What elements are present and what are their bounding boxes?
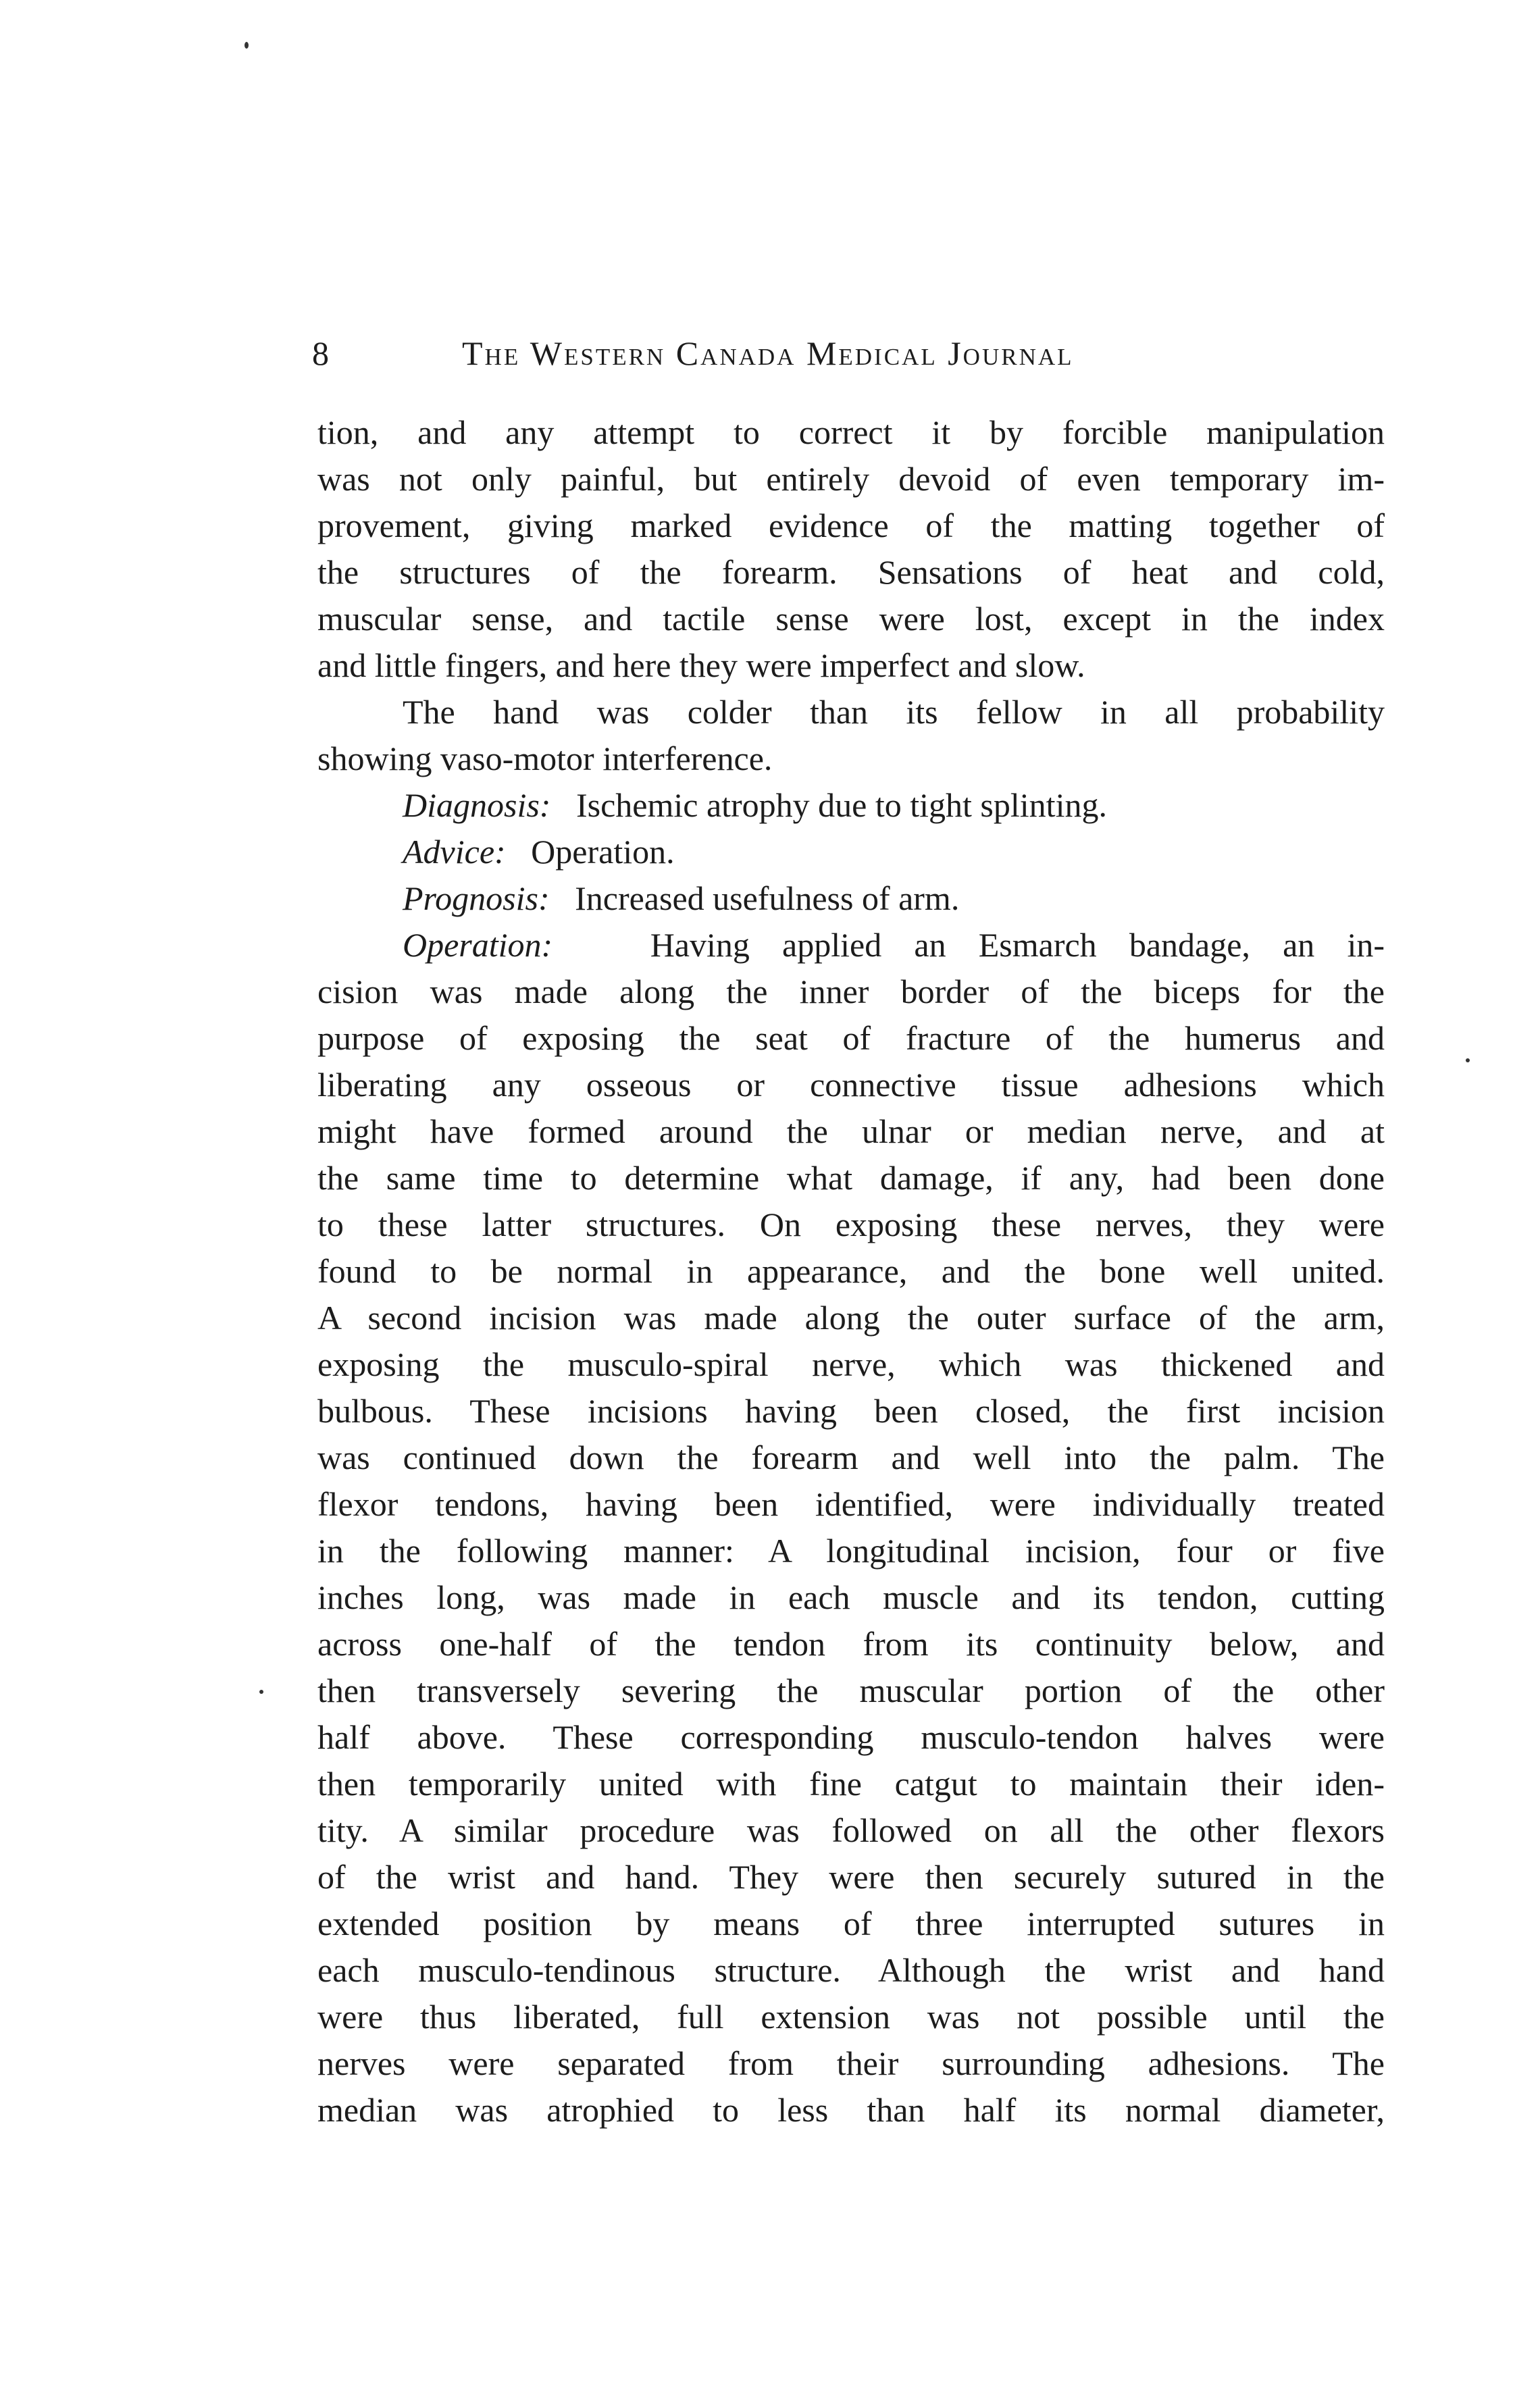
ink-speck-top <box>245 42 249 49</box>
text-line: flexor tendons, having been identified, were individually treated <box>317 1485 1385 1523</box>
diagnosis-label: Diagnosis: <box>403 786 551 824</box>
text-line: bulbous. These incisions having been closed, the first incision <box>317 1392 1385 1430</box>
prognosis-text: Increased usefulness of arm. <box>575 879 960 917</box>
text-line: the same time to determine what damage, if any, had been done <box>317 1159 1385 1197</box>
body-text <box>317 409 1385 2134</box>
text-line: then temporarily united with fine catgut to maintain their iden- <box>317 1765 1385 1803</box>
text-line: nerves were separated from their surrounding adhesions. The <box>317 2044 1385 2082</box>
text-line: provement, giving marked evidence of the matting together of <box>317 507 1385 544</box>
operation-line <box>317 922 1385 968</box>
text-line: purpose of exposing the seat of fracture of the humerus and <box>317 1019 1385 1057</box>
text-line: of the wrist and hand. They were then securely sutured in the <box>317 1858 1385 1896</box>
text-line: then transversely severing the muscular portion of the other <box>317 1672 1385 1709</box>
text-line: in the following manner: A longitudinal incision, four or five <box>317 1532 1385 1570</box>
text-line: muscular sense, and tactile sense were lost, except in the index <box>317 600 1385 638</box>
text-line: cision was made along the inner border of the biceps for the <box>317 973 1385 1010</box>
diagnosis-text: Ischemic atrophy due to tight splinting. <box>575 786 1107 824</box>
ink-speck-margin-right <box>1466 1058 1470 1062</box>
running-head <box>312 330 1393 377</box>
advice-line <box>317 829 1385 875</box>
journal-title: The Western Canada Medical Journal <box>462 334 1074 372</box>
advice-text: Operation. <box>531 833 675 871</box>
text-line: found to be normal in appearance, and the bone well united. <box>317 1252 1385 1290</box>
ink-speck-margin-left <box>259 1690 263 1694</box>
text-line: across one-half of the tendon from its continuity below, and <box>317 1625 1385 1663</box>
text-line: tity. A similar procedure was followed on all the other flexors <box>317 1811 1385 1849</box>
text-line: was not only painful, but entirely devoid of even temporary im- <box>317 460 1385 498</box>
text-line: liberating any osseous or connective tissue adhesions which <box>317 1066 1385 1104</box>
text-line: median was atrophied to less than half its normal diameter, <box>317 2091 1385 2129</box>
prognosis-label: Prognosis: <box>403 879 550 917</box>
text-line: were thus liberated, full extension was not possible until the <box>317 1998 1385 2036</box>
text-line: The hand was colder than its fellow in all probability <box>403 693 1385 731</box>
text-line: showing vaso-motor interference. <box>317 740 773 777</box>
text-line: exposing the musculo-spiral nerve, which was thickened and <box>317 1345 1385 1383</box>
text-line: was continued down the forearm and well into the palm. The <box>317 1439 1385 1476</box>
text-line: might have formed around the ulnar or median nerve, and at <box>317 1112 1385 1150</box>
text-line: A second incision was made along the outer surface of the arm, <box>317 1299 1385 1337</box>
diagnosis-line <box>317 782 1385 829</box>
text-line: tion, and any attempt to correct it by forcible manipulation <box>317 413 1385 451</box>
prognosis-line <box>317 875 1385 922</box>
page-number: 8 <box>312 334 330 372</box>
text-line: half above. These corresponding musculo-tendon halves were <box>317 1718 1385 1756</box>
text-line: extended position by means of three interrupted sutures in <box>317 1905 1385 1942</box>
advice-label: Advice: <box>403 833 506 871</box>
text-line: inches long, was made in each muscle and its tendon, cutting <box>317 1578 1385 1616</box>
text-line: each musculo-tendinous structure. Although the wrist and hand <box>317 1951 1385 1989</box>
text-line: to these latter structures. On exposing these nerves, they were <box>317 1206 1385 1243</box>
operation-label: Operation: <box>403 926 553 964</box>
text-line: and little fingers, and here they were imperfect and slow. <box>317 646 1085 684</box>
text-line: the structures of the forearm. Sensations of heat and cold, <box>317 553 1385 591</box>
operation-text: Having applied an Esmarch bandage, an in- <box>650 926 1385 964</box>
